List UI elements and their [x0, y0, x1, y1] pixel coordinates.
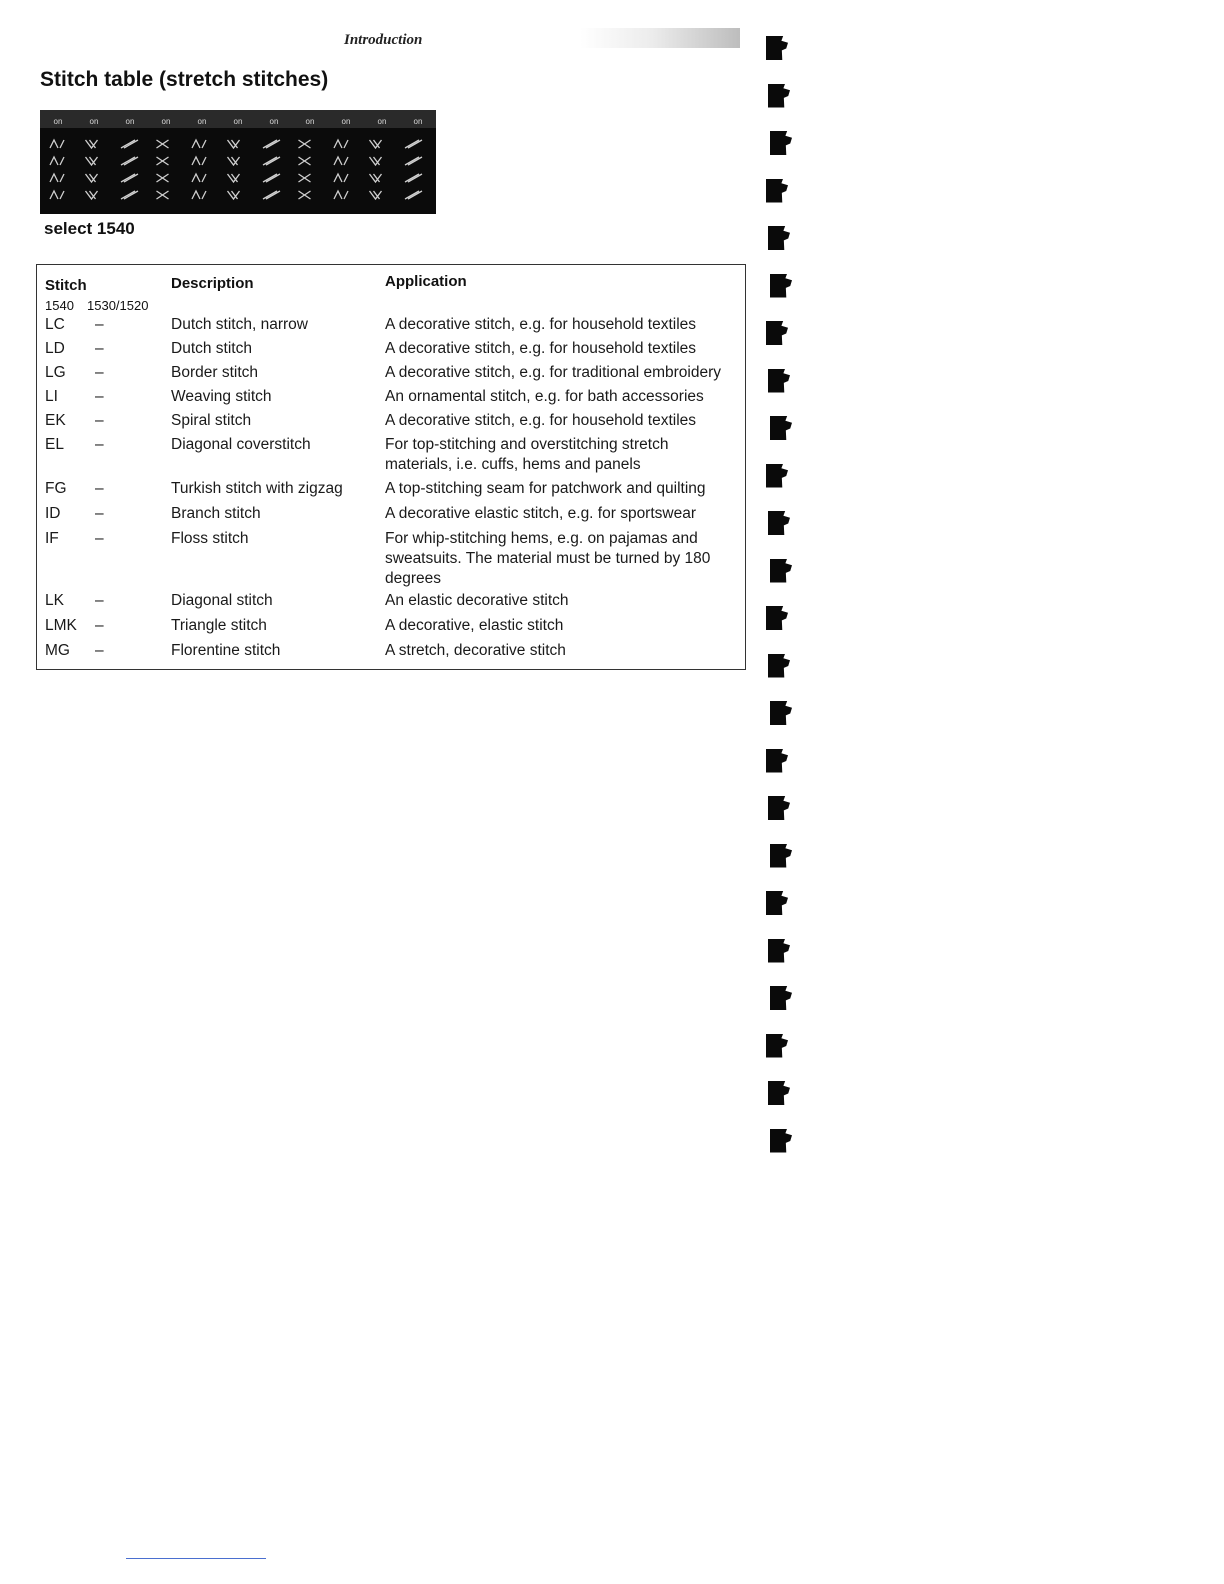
stitch-application: A decorative stitch, e.g. for household textiles — [385, 340, 697, 357]
stitch-glyph — [370, 191, 382, 199]
binding-ring — [768, 84, 790, 108]
stitch-glyph — [192, 174, 206, 182]
stitch-glyph — [121, 157, 138, 165]
stitch-application: A decorative stitch, e.g. for household textiles — [385, 412, 697, 429]
stitch-glyph — [192, 191, 206, 199]
stitch-glyph — [86, 191, 98, 199]
stitch-description: Branch stitch — [171, 505, 261, 522]
stitch-dash: – — [95, 480, 104, 497]
stitch-dash: – — [95, 436, 104, 453]
stitch-glyph — [263, 191, 280, 199]
stitch-code: LMK — [45, 617, 77, 634]
stitch-application: A decorative, elastic stitch — [385, 617, 564, 634]
select-model-label: select 1540 — [44, 219, 135, 238]
page-title: Stitch table (stretch stitches) — [40, 68, 329, 91]
binding-ring — [768, 796, 790, 820]
binding-ring — [770, 559, 792, 583]
binding-ring — [766, 891, 788, 915]
stitch-glyph — [263, 140, 280, 148]
stitch-description: Weaving stitch — [171, 388, 272, 405]
stitch-table — [36, 264, 746, 670]
stitch-code: IF — [45, 530, 59, 547]
subheader-1530-1520: 1530/1520 — [87, 298, 149, 313]
binding-ring — [770, 844, 792, 868]
stitch-glyph — [370, 140, 382, 148]
stitch-glyph — [370, 174, 382, 182]
stitch-glyph — [121, 191, 138, 199]
stitch-code: LC — [45, 316, 65, 333]
stitch-glyph — [263, 157, 280, 165]
stitch-code: EK — [45, 412, 66, 429]
header-description: Description — [171, 275, 254, 292]
stitch-glyph — [334, 191, 348, 199]
stitch-code: EL — [45, 436, 64, 453]
stitch-dash: – — [95, 592, 104, 609]
stitch-application: An elastic decorative stitch — [385, 592, 569, 609]
stitch-glyph — [299, 157, 311, 165]
stitch-glyph — [192, 140, 206, 148]
running-header: Introduction — [344, 32, 423, 48]
stitch-glyph — [334, 140, 348, 148]
stitch-dash: – — [95, 364, 104, 381]
stitch-description: Turkish stitch with zigzag — [171, 480, 343, 497]
stitch-mark-label: on — [269, 117, 279, 126]
stitch-mark-label: on — [377, 117, 387, 126]
stitch-application: A top-stitching seam for patchwork and quilting — [385, 480, 706, 497]
stitch-description: Floss stitch — [171, 530, 249, 547]
stitch-application: A decorative stitch, e.g. for traditional embroidery — [385, 364, 721, 381]
header-stitch: Stitch — [45, 277, 87, 294]
stitch-description: Border stitch — [171, 364, 259, 381]
stitch-mark-label: on — [197, 117, 207, 126]
stitch-glyph — [263, 174, 280, 182]
stitch-glyph — [405, 191, 422, 199]
stitch-glyph — [299, 174, 311, 182]
stitch-mark-label: on — [413, 117, 423, 126]
binding-ring — [768, 654, 790, 678]
stitch-mark-label: on — [53, 117, 63, 126]
stitch-glyph — [192, 157, 206, 165]
stitch-description: Diagonal coverstitch — [171, 436, 311, 453]
stitch-code: LI — [45, 388, 58, 405]
stitch-mark-label: on — [341, 117, 351, 126]
stitch-glyph — [50, 140, 64, 148]
stitch-code: LK — [45, 592, 64, 609]
stitch-description: Florentine stitch — [171, 642, 281, 659]
stitch-dash: – — [95, 316, 104, 333]
spiral-binding — [762, 30, 802, 1170]
stitch-dash: – — [95, 388, 104, 405]
footer-rule — [126, 1558, 266, 1559]
stitch-glyph — [121, 140, 138, 148]
stitch-mark-label: on — [161, 117, 171, 126]
stitch-description: Dutch stitch — [171, 340, 252, 357]
binding-ring — [770, 274, 792, 298]
stitch-mark-label: on — [125, 117, 135, 126]
stitch-pattern-graphic — [40, 110, 436, 214]
binding-ring — [770, 986, 792, 1010]
stitch-glyph-grid — [50, 140, 422, 199]
binding-ring — [766, 606, 788, 630]
stitch-dash: – — [95, 505, 104, 522]
stitch-glyph — [405, 157, 422, 165]
stitch-application: For top-stitching and overstitching stretch materials, i.e. cuffs, hems and panels — [385, 436, 669, 473]
binding-ring — [766, 1034, 788, 1058]
binding-ring — [768, 939, 790, 963]
stitch-glyph — [299, 140, 311, 148]
binding-ring — [766, 464, 788, 488]
stitch-glyph — [121, 174, 138, 182]
stitch-application: For whip-stitching hems, e.g. on pajamas and sweatsuits. The material must be turned by 180 degrees — [385, 530, 711, 587]
binding-ring — [768, 369, 790, 393]
stitch-code: ID — [45, 505, 61, 522]
stitch-application: An ornamental stitch, e.g. for bath accessories — [385, 388, 704, 405]
stitch-code: FG — [45, 480, 67, 497]
stitch-mark-label: on — [89, 117, 99, 126]
binding-ring — [768, 226, 790, 250]
stitch-application: A decorative stitch, e.g. for household textiles — [385, 316, 697, 333]
stitch-code: LD — [45, 340, 65, 357]
stitch-description: Triangle stitch — [171, 617, 267, 634]
binding-ring — [770, 416, 792, 440]
stitch-description: Spiral stitch — [171, 412, 252, 429]
stitch-application: A stretch, decorative stitch — [385, 642, 566, 659]
stitch-glyph — [228, 174, 240, 182]
binding-ring — [766, 321, 788, 345]
stitch-application: A decorative elastic stitch, e.g. for sportswear — [385, 505, 696, 522]
stitch-dash: – — [95, 617, 104, 634]
stitch-glyph — [86, 157, 98, 165]
stitch-glyph — [228, 140, 240, 148]
stitch-glyph — [405, 174, 422, 182]
binding-ring — [766, 179, 788, 203]
stitch-glyph — [334, 174, 348, 182]
stitch-dash: – — [95, 412, 104, 429]
binding-ring — [770, 701, 792, 725]
stitch-glyph — [334, 157, 348, 165]
stitch-glyph — [157, 174, 169, 182]
stitch-glyph — [157, 191, 169, 199]
binding-ring — [768, 511, 790, 535]
stitch-mark-label: on — [305, 117, 315, 126]
stitch-glyph — [86, 174, 98, 182]
binding-ring — [768, 1081, 790, 1105]
binding-ring — [770, 1129, 792, 1153]
stitch-code: MG — [45, 642, 70, 659]
stitch-description: Dutch stitch, narrow — [171, 316, 308, 333]
stitch-code: LG — [45, 364, 66, 381]
stitch-description: Diagonal stitch — [171, 592, 273, 609]
stitch-dash: – — [95, 530, 104, 547]
stitch-glyph — [228, 191, 240, 199]
subheader-1540: 1540 — [45, 298, 74, 313]
stitch-pattern-panel — [40, 110, 436, 214]
binding-ring — [766, 749, 788, 773]
header-application: Application — [385, 273, 467, 290]
binding-ring — [770, 131, 792, 155]
stitch-glyph — [50, 174, 64, 182]
stitch-glyph — [50, 191, 64, 199]
stitch-glyph — [370, 157, 382, 165]
stitch-glyph — [228, 157, 240, 165]
stitch-glyph — [157, 140, 169, 148]
stitch-glyph — [157, 157, 169, 165]
stitch-dash: – — [95, 340, 104, 357]
stitch-mark-label: on — [233, 117, 243, 126]
stitch-dash: – — [95, 642, 104, 659]
stitch-glyph — [405, 140, 422, 148]
stitch-glyph — [299, 191, 311, 199]
stitch-glyph — [86, 140, 98, 148]
stitch-glyph — [50, 157, 64, 165]
header-shade — [580, 28, 740, 48]
binding-ring — [766, 36, 788, 60]
